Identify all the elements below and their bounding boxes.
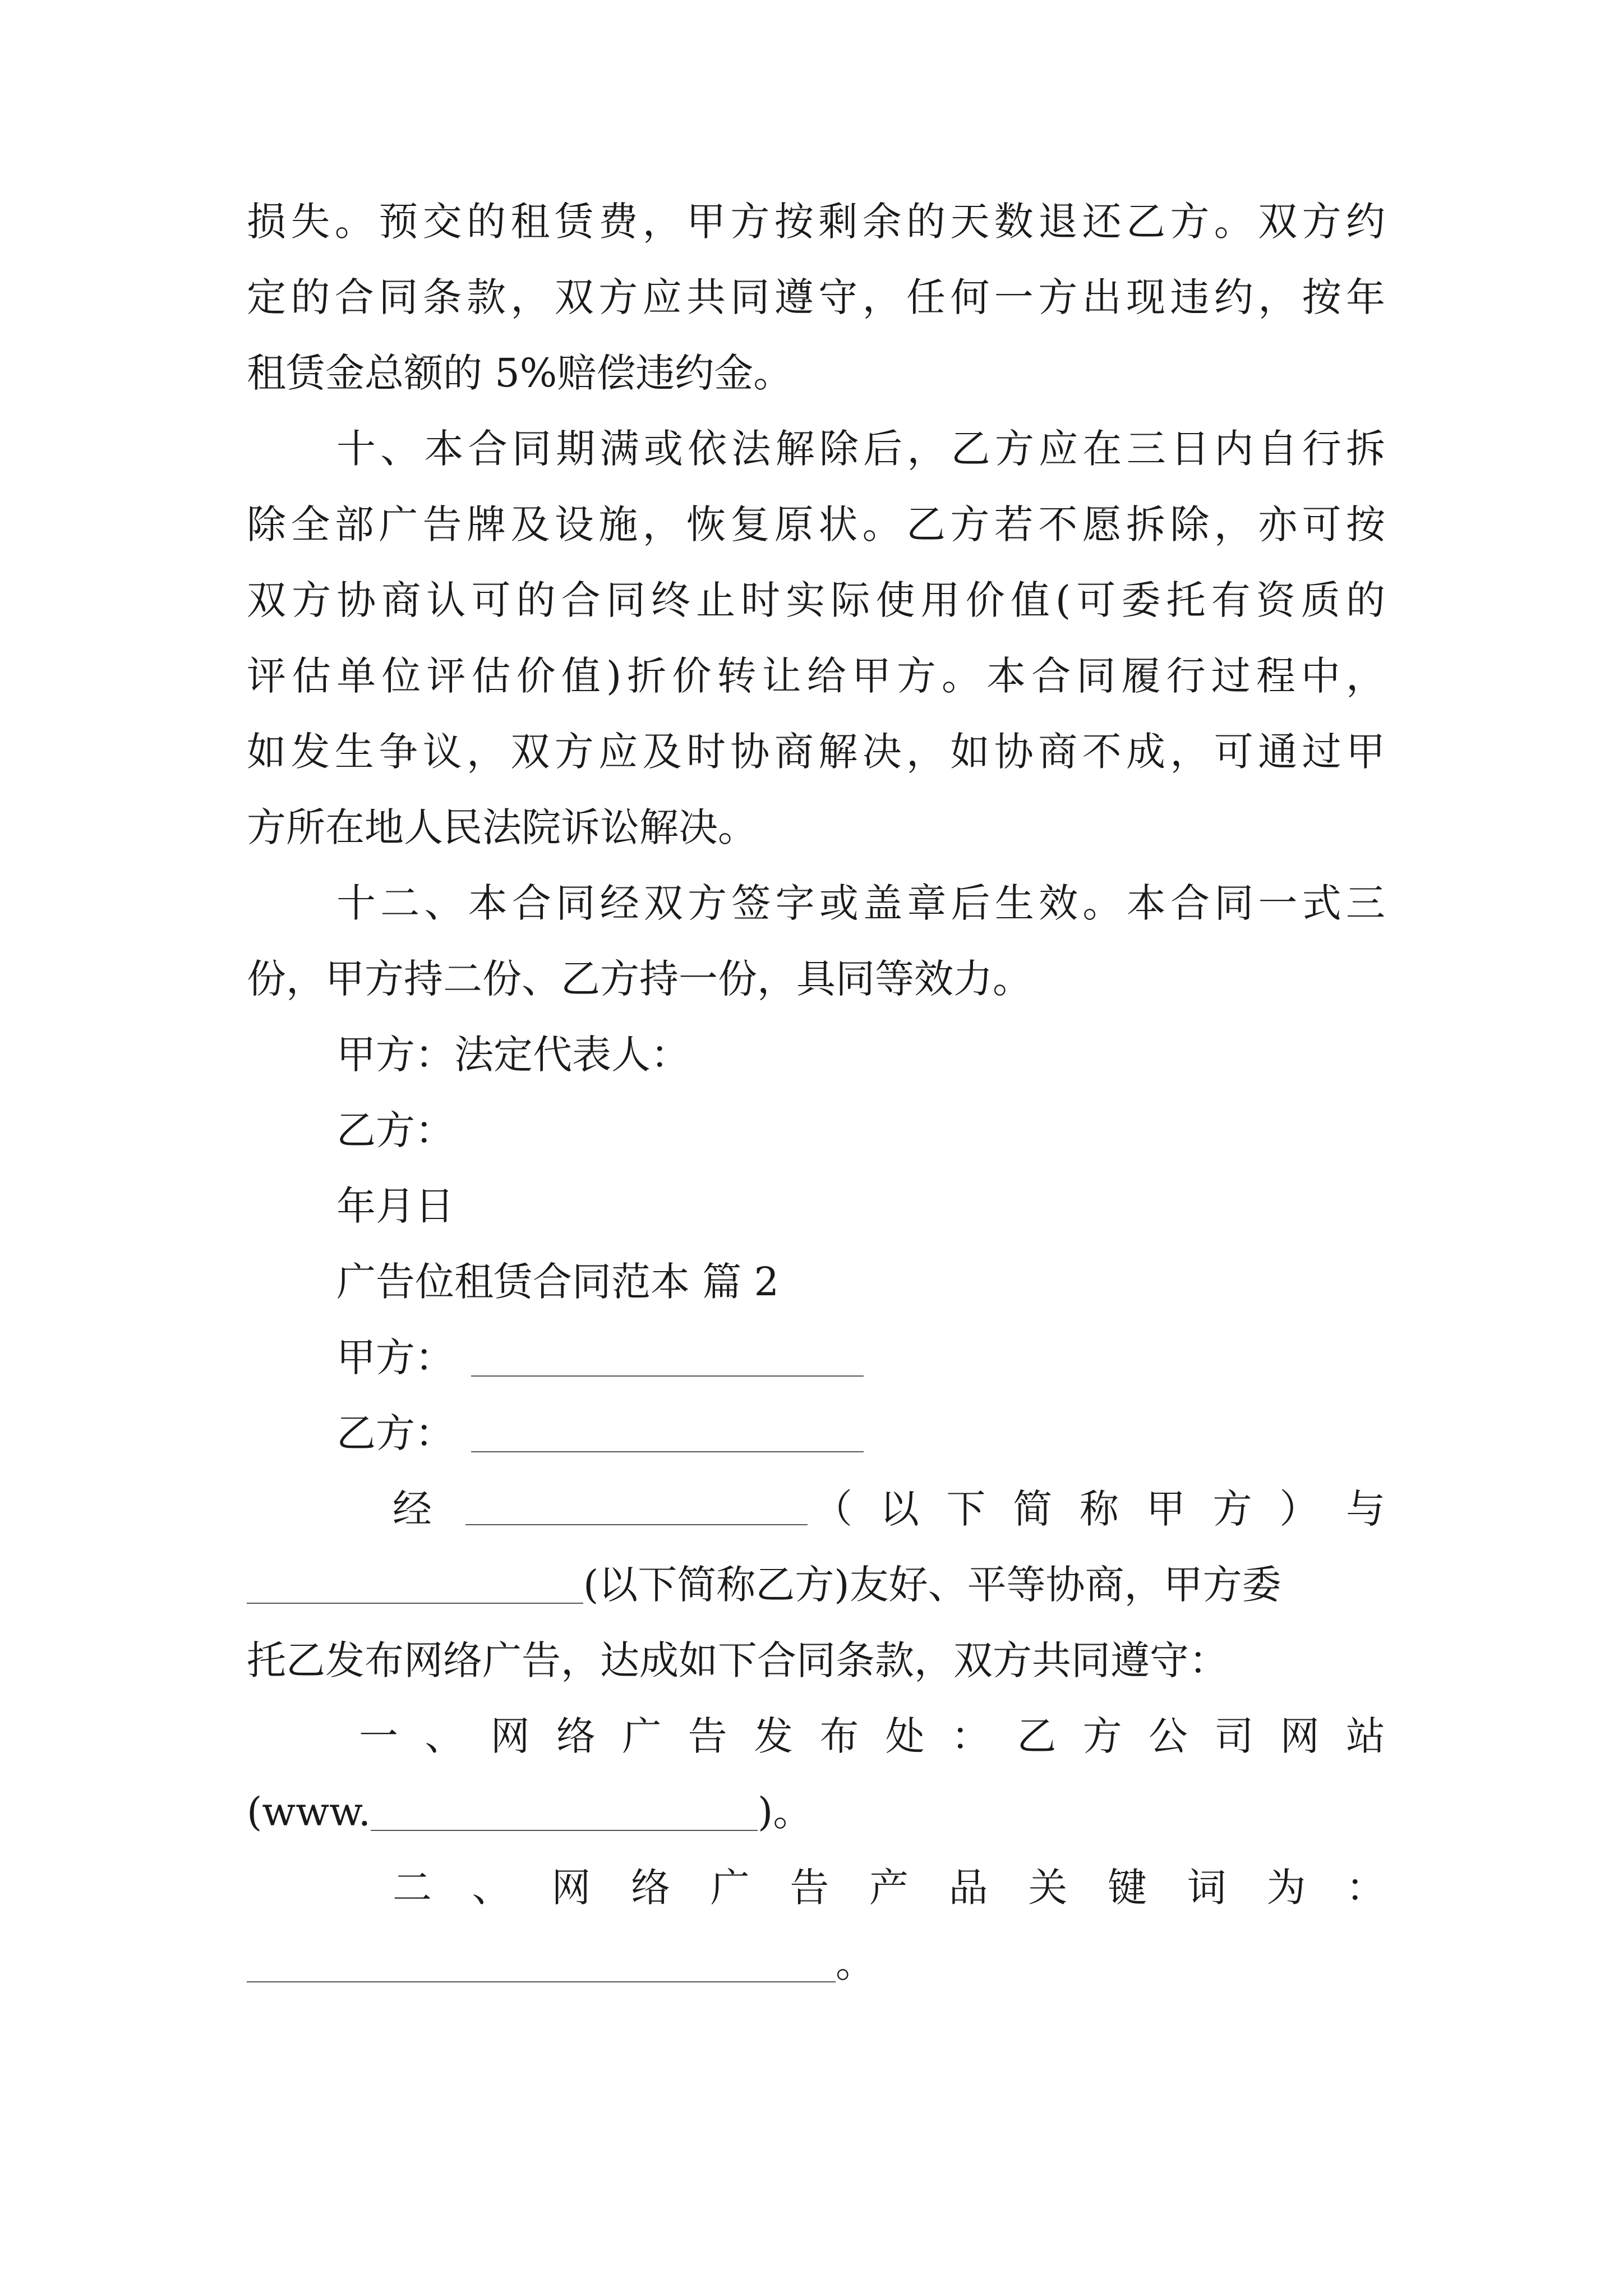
intro-line-2	[247, 1554, 1385, 1616]
intro-after-blank-1: （以下简称甲方）与	[813, 1486, 1385, 1532]
item-1-prefix: (www.	[247, 1789, 371, 1835]
party-b-label: 乙方：	[336, 1410, 454, 1456]
intro-prefix: 经	[393, 1486, 432, 1532]
intro-blank-2[interactable]	[247, 1602, 583, 1604]
party-a-blank[interactable]	[471, 1374, 864, 1377]
keywords-blank[interactable]	[247, 1980, 836, 1982]
paragraph-line: 租赁金总额的 5%赔偿违约金。	[247, 350, 793, 396]
paragraph-line: 如发生争议，双方应及时协商解决，如协商不成，可通过甲	[247, 729, 1385, 775]
paragraph-line: 定的合同条款，双方应共同遵守，任何一方出现违约，按年	[247, 274, 1385, 320]
party-b-line	[336, 1402, 1475, 1464]
paragraph-line: 方所在地人民法院诉讼解决。	[247, 804, 757, 850]
item-1-url-line	[247, 1781, 1385, 1843]
intro-line-3: 托乙发布网络广告，达成如下合同条款，双方共同遵守：	[247, 1637, 1228, 1683]
item-2-suffix: 。	[836, 1940, 875, 1986]
item-2-label: 二、网络广告产品关键词为：	[393, 1865, 1385, 1911]
paragraph-line: 份，甲方持二份、乙方持一份，具同等效力。	[247, 956, 1032, 1002]
paragraph-line: 双方协商认可的合同终止时实际使用价值(可委托有资质的	[247, 577, 1385, 623]
party-a-label: 甲方：	[336, 1335, 454, 1381]
paragraph-line: 十、本合同期满或依法解除后，乙方应在三日内自行拆	[336, 426, 1385, 472]
party-b-blank[interactable]	[471, 1450, 864, 1452]
intro-line-1	[247, 1478, 1385, 1540]
item-1-label: 一、网络广告发布处：乙方公司网站	[359, 1713, 1385, 1759]
item-1-suffix: )。	[758, 1789, 813, 1835]
section-heading: 广告位租赁合同范本 篇 2	[336, 1259, 780, 1305]
intro-blank-1[interactable]	[465, 1523, 808, 1525]
party-a-line	[336, 1327, 1475, 1388]
signature-party-b: 乙方：	[336, 1107, 454, 1153]
signature-party-a: 甲方：法定代表人：	[336, 1032, 690, 1078]
paragraph-line: 评估单位评估价值)折价转让给甲方。本合同履行过程中，	[247, 653, 1385, 699]
paragraph-line: 除全部广告牌及设施，恢复原状。乙方若不愿拆除，亦可按	[247, 501, 1385, 547]
website-url-blank[interactable]	[371, 1829, 758, 1831]
paragraph-line: 损失。预交的租赁费，甲方按剩余的天数退还乙方。双方约	[247, 199, 1385, 245]
intro-after-blank-2: (以下简称乙方)友好、平等协商，甲方委	[583, 1562, 1281, 1608]
signature-date: 年月日	[336, 1183, 454, 1229]
paragraph-line: 十二、本合同经双方签字或盖章后生效。本合同一式三	[336, 880, 1385, 926]
item-2-keywords-line	[247, 1932, 1385, 1994]
